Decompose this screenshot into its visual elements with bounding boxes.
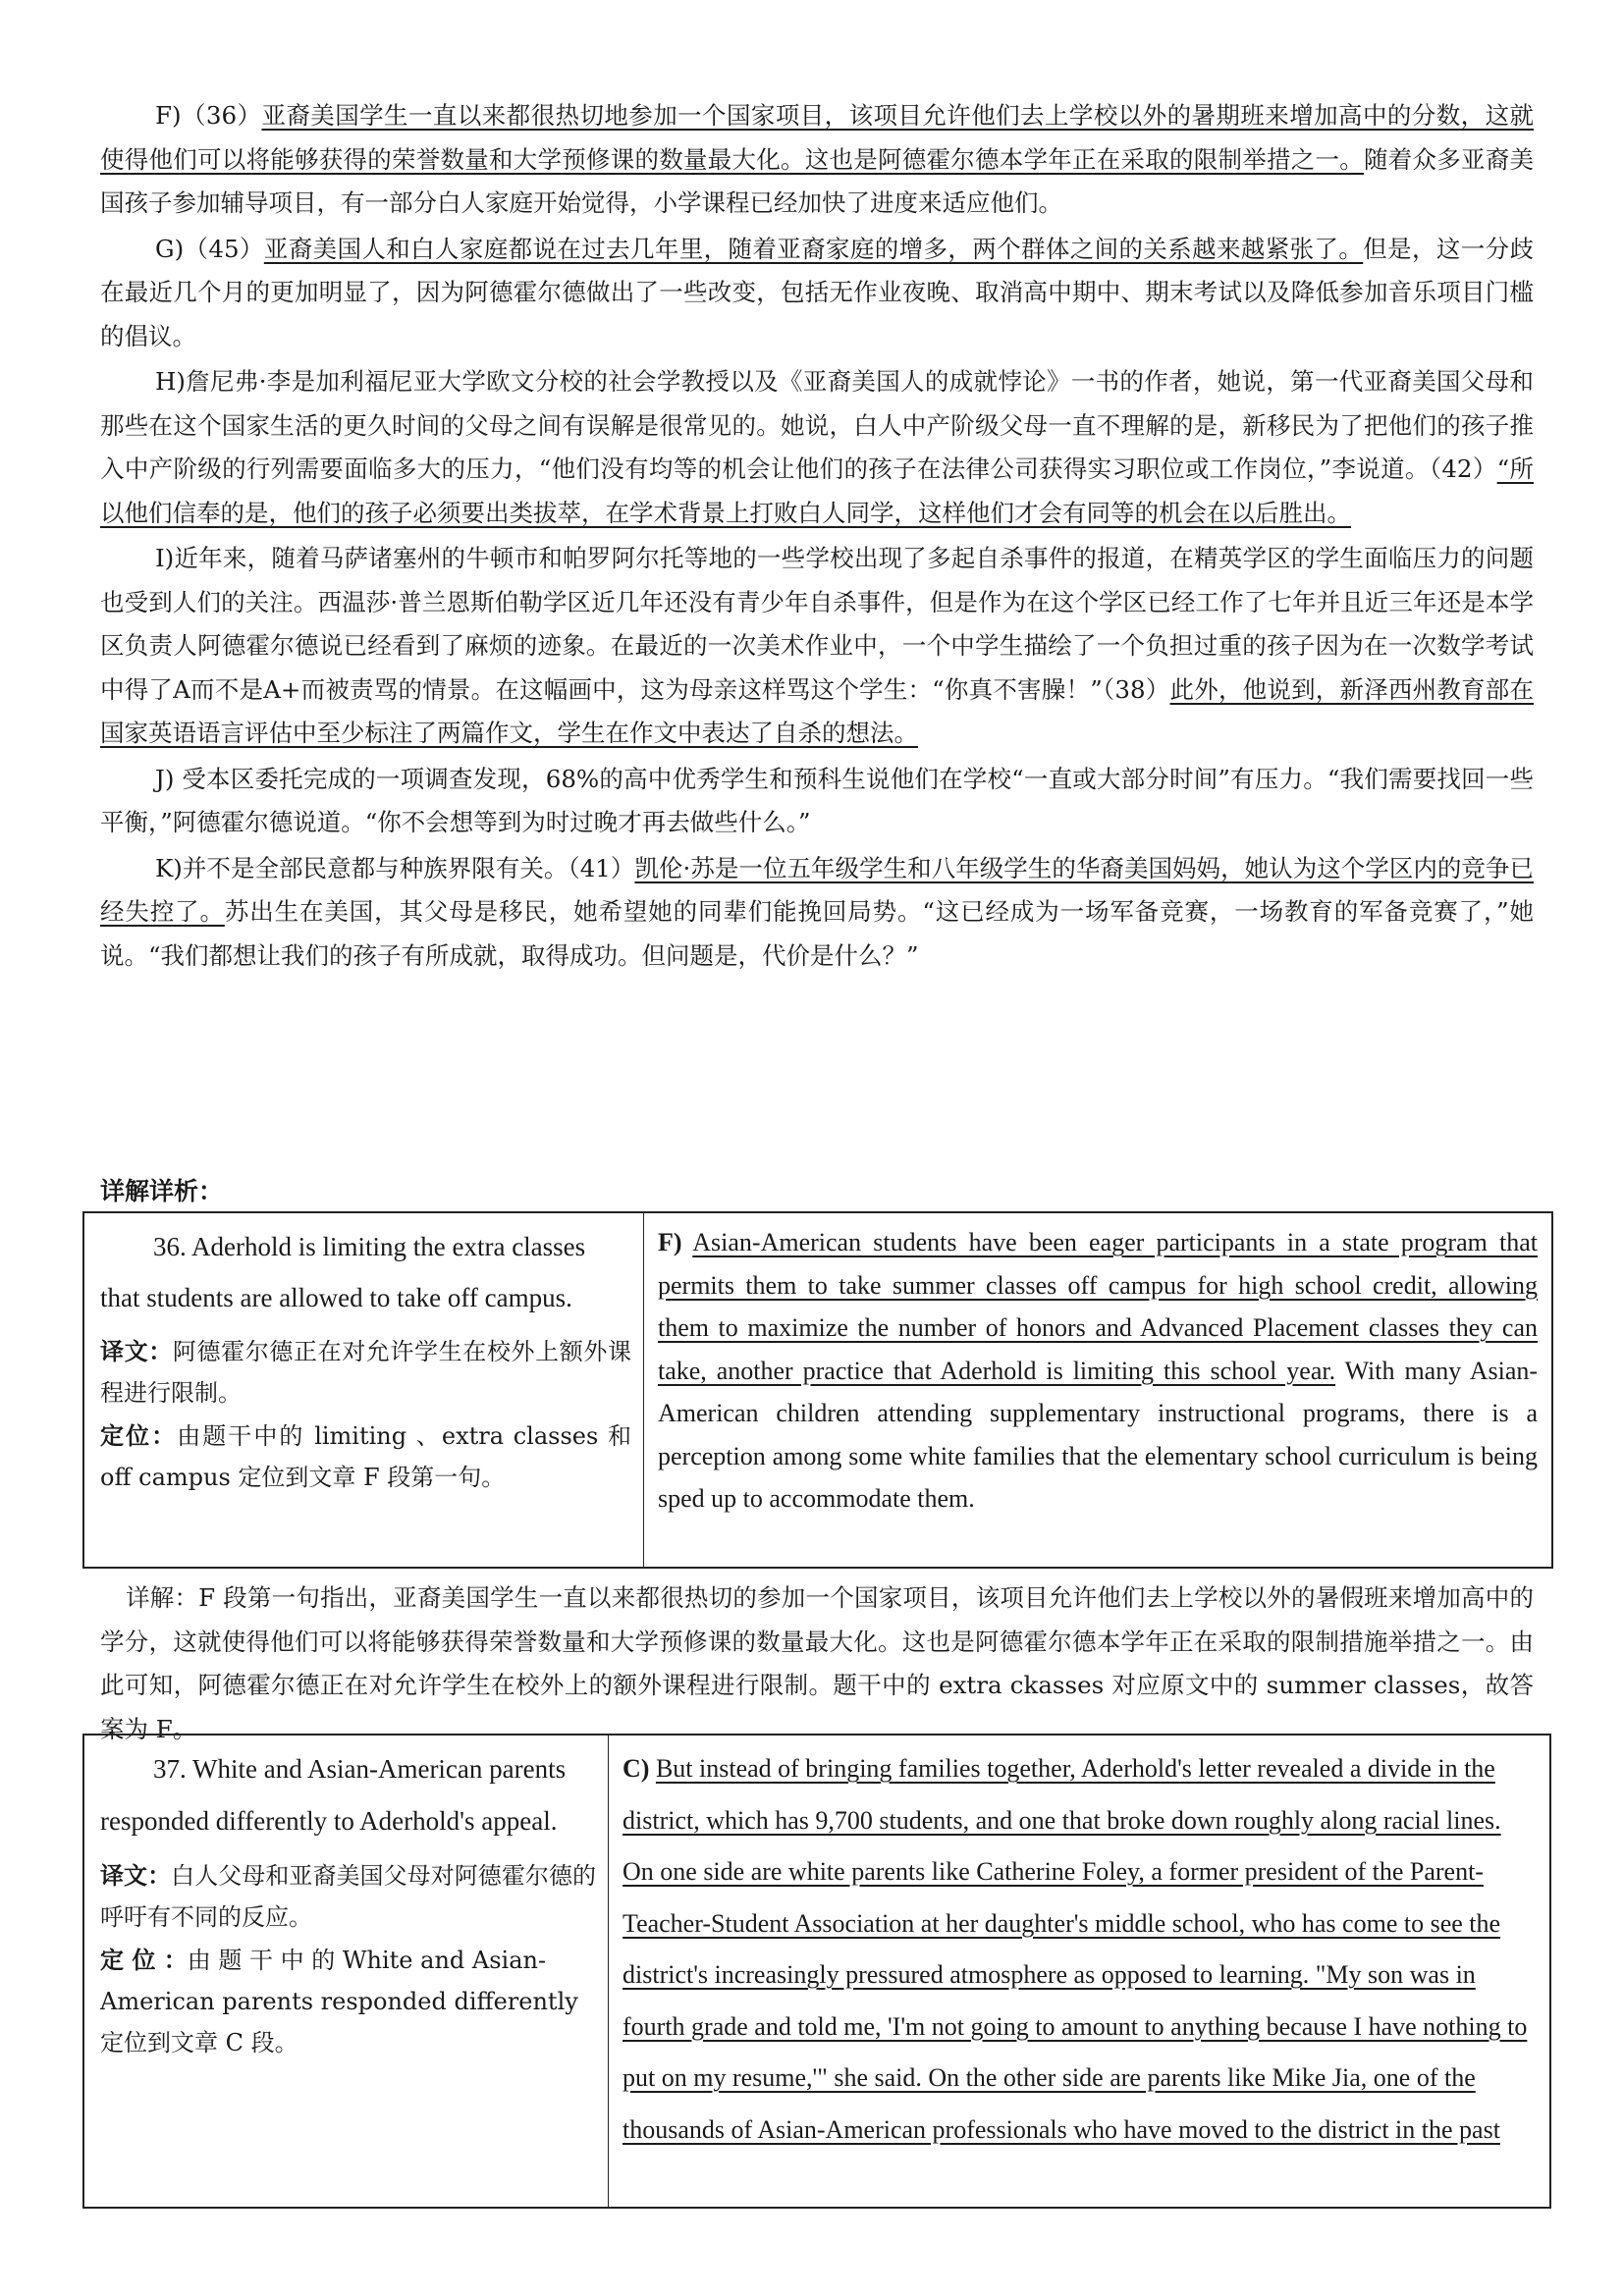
paragraph-i-text: I)近年来，随着马萨诸塞州的牛顿市和帕罗阿尔托等地的一些学校出现了多起自杀事件的报道，在精英学区的学生面临压力的问题也受到人们的关注。西温莎·普兰恩斯伯勒学区近几年还没有青少年自杀事件，但是作为在这个学区已经工作了七年并且近三年还是本学区负责人阿德霍尔德说已经看到了麻烦的迹象。在最近的一次美术作业中，一个中学生描绘了一个负担过重的孩子因为在一次数学考试中得了A而不是A+而被责骂的情景。在这幅画中，这为母亲这样骂这个学生：“你真不害臊！”（38） xyxy=(100,544,1534,704)
paragraph-h-underlined: “所以他们信奉的是，他们的孩子必须要出类拔萃，在学术背景上打败白人同学，这样他们才会有同等的机会在以后胜出。 xyxy=(100,454,1534,527)
question-text-37: 37. White and Asian-American parents responded differently to Aderhold's appeal. xyxy=(100,1754,567,1836)
paragraph-i-underlined: 此外，他说到，新泽西州教育部在国家英语语言评估中至少标注了两篇作文，学生在作文中表达了自杀的想法。 xyxy=(100,674,1535,747)
section-heading: 详解详析： xyxy=(100,1177,224,1205)
paragraph-f-text: 随着众多亚裔美国孩子参加辅导项目，有一部分白人家庭开始觉得，小学课程已经加快了进度来适应他们。 xyxy=(100,144,1534,217)
translation-36 xyxy=(100,1331,631,1414)
answer-underlined-36: Asian-American students have been eager participants in a state program that permits them to take summer classes off campus for high school credit, allowing them to maximize the number of honors and Advanced Placement classes they can take, another practice that Aderhold is limiting this school year. xyxy=(658,1228,1538,1385)
locate-37 xyxy=(100,1940,596,2063)
question-cell-37 xyxy=(84,1735,609,2207)
answer-underlined-37: But instead of bringing families together, Aderhold's letter revealed a divide in the district, which has 9,700 students, and one that broke down roughly along racial lines. On one side are white parents like Catherine Foley, a former president of the Parent-Teacher-Student Association at her daughter's middle school, who has come to see the district's increasingly pressured atmosphere as opposed to learning. "My son was in fourth grade and told me, 'I'm not going to amount to anything because I have nothing to put on my resume,'" she said. On the other side are parents like Mike Jia, one of the thousands of Asian-American professionals who have moved to the district in the past xyxy=(623,1754,1528,2144)
answer-cell-36 xyxy=(644,1213,1551,1567)
answer-letter-37: C) xyxy=(623,1754,650,1783)
locate-label-37: 定 位 ： xyxy=(100,1947,188,1974)
translation-text-36: 阿德霍尔德正在对允许学生在校外上额外课程进行限制。 xyxy=(100,1338,632,1407)
locate-label-36: 定位： xyxy=(100,1422,178,1450)
paragraph-k-text: K)并不是全部民意都与种族界限有关。（41） xyxy=(155,853,635,882)
detail-explanation-36: 详解：F 段第一句指出，亚裔美国学生一直以来都很热切的参加一个国家项目，该项目允许他们去上学校以外的暑假班来增加高中的学分，这就使得他们可以将能够获得荣誉数量和大学预修课的数量最大化。这也是阿德霍尔德本学年正在采取的限制措施举措之一。由此可知，阿德霍尔德正在对允许学生在校外上的额外课程进行限制。题干中的 extra ckasses 对应原文中的 summer classes，故答案为 F。 xyxy=(100,1583,1534,1743)
passage-translation xyxy=(100,94,1534,978)
answer-text-36: With many Asian-American children attending supplementary instructional programs, there is a perception among some white families that the elementary school curriculum is being sped up to accommodate them. xyxy=(658,1356,1539,1513)
translation-label-36: 译文： xyxy=(100,1338,173,1365)
paragraph-h xyxy=(100,360,1534,535)
paragraph-f-label: F)（36） xyxy=(155,101,262,130)
paragraph-h-text: H)詹尼弗·李是加利福尼亚大学欧文分校的社会学教授以及《亚裔美国人的成就悖论》一书的作者，她说，第一代亚裔美国父母和那些在这个国家生活的更久时间的父母之间有误解是很常见的。她说，白人中产阶级父母一直不理解的是，新移民为了把他们的孩子推入中产阶级的行列需要面临多大的压力，“他们没有均等的机会让他们的孩子在法律公司获得实习职位或工作岗位，”李说道。（42） xyxy=(100,367,1534,483)
question-text-36: 36. Aderhold is limiting the extra classes that students are allowed to take off campus. xyxy=(100,1232,586,1312)
paragraph-k xyxy=(100,847,1534,979)
answer-cell-37 xyxy=(609,1735,1549,2207)
paragraph-k-underlined: 凯伦·苏是一位五年级学生和八年级学生的华裔美国妈妈，她认为这个学区内的竞争已经失控了。 xyxy=(100,853,1534,926)
question-table-37 xyxy=(82,1734,1551,2209)
locate-text-36: 由题干中的 limiting 、extra classes 和 off campus 定位到文章 F 段第一句。 xyxy=(100,1422,631,1491)
answer-letter-36: F) xyxy=(658,1228,682,1256)
translation-text-37: 白人父母和亚裔美国父母对阿德霍尔德的呼吁有不同的反应。 xyxy=(100,1862,597,1931)
translation-37 xyxy=(100,1855,596,1938)
paragraph-f-underlined: 亚裔美国学生一直以来都很热切地参加一个国家项目，该项目允许他们去上学校以外的暑期班来增加高中的分数，这就使得他们可以将能够获得的荣誉数量和大学预修课的数量最大化。这也是阿德霍尔德本学年正在采取的限制举措之一。 xyxy=(100,101,1535,174)
paragraph-g xyxy=(100,228,1534,359)
paragraph-k-rest: 苏出生在美国，其父母是移民，她希望她的同辈们能挽回局势。“这已经成为一场军备竞赛，一场教育的军备竞赛了，”她说。“我们都想让我们的孩子有所成就，取得成功。但问题是，代价是什么？” xyxy=(100,897,1535,970)
paragraph-f xyxy=(100,94,1534,226)
locate-36 xyxy=(100,1415,631,1498)
question-cell-36 xyxy=(84,1213,644,1567)
paragraph-g-underlined: 亚裔美国人和白人家庭都说在过去几年里，随着亚裔家庭的增多，两个群体之间的关系越来越紧张了。 xyxy=(263,234,1364,263)
paragraph-j xyxy=(100,758,1534,845)
question-table-36 xyxy=(82,1211,1553,1569)
paragraph-g-text: 但是，这一分歧在最近几个月的更加明显了，因为阿德霍尔德做出了一些改变，包括无作业夜晚、取消高中期中、期末考试以及降低参加音乐项目门槛的倡议。 xyxy=(100,234,1534,350)
paragraph-g-label: G)（45） xyxy=(155,234,264,263)
locate-text-37: 由 题 干 中 的 White and Asian-American parents responded differently 定位到文章 C 段。 xyxy=(100,1947,578,2056)
paragraph-j-text: J) 受本区委托完成的一项调查发现，68%的高中优秀学生和预科生说他们在学校“一直或大部分时间”有压力。“我们需要找回一些平衡，”阿德霍尔德说道。“你不会想等到为时过晚才再去做些什么。” xyxy=(100,764,1534,836)
translation-label-37: 译文： xyxy=(100,1862,172,1890)
paragraph-i xyxy=(100,537,1534,756)
